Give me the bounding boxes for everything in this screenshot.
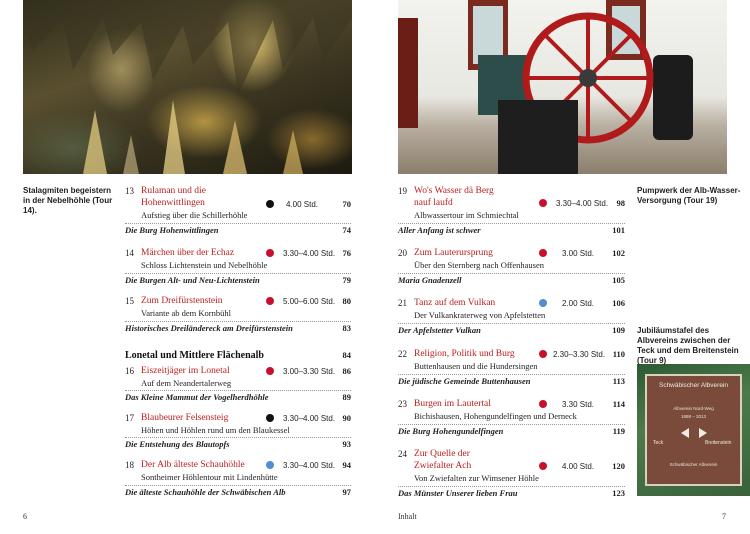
sign-photo-caption: Jubiläumstafel des Albvereins zwischen der Teck und dem Breitenstein (Tour 9): [637, 326, 739, 365]
topic-page: 97: [342, 487, 351, 497]
tour-title: Hohenwittlingen: [141, 198, 205, 208]
tour-duration: 3.00 Std.: [562, 249, 595, 258]
tour-page: 98: [616, 198, 625, 208]
tour-duration: 3.30 Std.: [562, 400, 595, 409]
tour-number: 16: [125, 366, 134, 376]
sign-line3: Schwäbischer Albverein: [669, 462, 718, 467]
tour-number: 22: [398, 349, 407, 359]
topic-title: Aller Anfang ist schwer: [398, 225, 481, 235]
tour-page: 86: [342, 366, 351, 376]
pump-machinery-graphic: [398, 0, 727, 174]
dotted-rule: [125, 437, 351, 438]
tour-number: 14: [125, 248, 134, 258]
tour-title: Tanz auf dem Vulkan: [414, 298, 496, 308]
albverein-sign-photo: [637, 364, 750, 496]
topic-title: Die älteste Schauhöhle der Schwäbischen Alb: [125, 487, 286, 497]
topic-page: 101: [612, 225, 625, 235]
tour-title: Zum Dreifürstenstein: [141, 296, 223, 306]
tour-subtitle: Sontheimer Höhlentour mit Lindenhütte: [141, 472, 278, 482]
tour-duration: 3.00–3.30 Std.: [283, 367, 336, 376]
dotted-rule: [398, 273, 625, 274]
tour-subtitle: Bichishausen, Hohengundelfingen und Derneck: [414, 411, 577, 421]
sign-arrow-left-icon: [681, 428, 689, 438]
dotted-rule: [398, 223, 625, 224]
tour-number: 20: [398, 248, 407, 258]
topic-page: 74: [342, 225, 351, 235]
tour-duration: 3.30–4.00 Std.: [283, 461, 336, 470]
tour-page: 70: [342, 199, 351, 209]
tour-title: Burgen im Lautertal: [414, 399, 491, 409]
topic-page: 105: [612, 275, 625, 285]
tour-duration: 3.30–4.00 Std.: [283, 249, 336, 258]
page-number-right: 7: [722, 512, 726, 521]
tour-title: Blaubeurer Felsensteig: [141, 413, 229, 423]
page-number-left: 6: [23, 512, 27, 521]
difficulty-dot-black: [266, 200, 274, 208]
tour-number: 15: [125, 296, 134, 306]
tour-title: nauf laufd: [414, 198, 453, 208]
tour-page: 94: [342, 460, 351, 470]
topic-title: Die Burgen Alt- und Neu-Lichtenstein: [125, 275, 260, 285]
tour-page: 76: [342, 248, 351, 258]
topic-page: 123: [612, 488, 625, 498]
tour-title: Eiszeitjäger im Lonetal: [141, 366, 230, 376]
sign-left-destination: Teck: [653, 440, 664, 446]
topic-page: 79: [342, 275, 351, 285]
dotted-rule: [398, 486, 625, 487]
tour-page: 114: [612, 399, 625, 409]
tour-title: Märchen über der Echaz: [141, 248, 235, 258]
dotted-rule: [125, 485, 351, 486]
tour-subtitle: Über den Sternberg nach Offenhausen: [414, 260, 544, 270]
running-head: Inhalt: [398, 512, 417, 521]
tour-page: 110: [612, 349, 625, 359]
dotted-rule: [125, 223, 351, 224]
sign-line1: Albverein Nord-Weg: [673, 406, 714, 411]
topic-title: Der Apfelstetter Vulkan: [398, 325, 481, 335]
tour-duration: 4.00 Std.: [286, 200, 319, 209]
topic-title: Maria Gnadenzell: [398, 275, 462, 285]
difficulty-dot-red: [539, 350, 547, 358]
topic-title: Die Burg Hohengundelfingen: [398, 426, 504, 436]
tour-number: 18: [125, 460, 134, 470]
sign-line2: 1888 – 2013: [680, 414, 707, 419]
pump-station-photo: [398, 0, 727, 174]
topic-page: 109: [612, 325, 625, 335]
tour-number: 19: [398, 186, 407, 196]
tour-page: 102: [612, 248, 625, 258]
topic-page: 83: [342, 323, 351, 333]
dotted-rule: [125, 321, 351, 322]
region-heading: Lonetal und Mittlere Flächenalb: [125, 350, 264, 361]
dotted-rule: [125, 390, 351, 391]
tour-subtitle: Aufstieg über die Schillerhöhle: [141, 210, 248, 220]
tour-number: 21: [398, 298, 407, 308]
tour-number: 17: [125, 413, 134, 423]
topic-page: 93: [342, 439, 351, 449]
difficulty-dot-blue: [266, 461, 274, 469]
difficulty-dot-black: [266, 414, 274, 422]
tour-subtitle: Der Vulkankraterweg von Apfelstetten: [414, 310, 546, 320]
tour-title: Der Alb älteste Schauhöhle: [141, 460, 245, 470]
tour-duration: 2.30–3.30 Std.: [553, 350, 606, 359]
tour-subtitle: Schloss Lichtenstein und Nebelhöhle: [141, 260, 268, 270]
topic-page: 89: [342, 392, 351, 402]
tour-duration: 3.30–4.00 Std.: [283, 414, 336, 423]
sign-arrow-right-icon: [699, 428, 707, 438]
pump-photo-caption: Pumpwerk der Alb-Wasser-Versorgung (Tour 19): [637, 186, 741, 205]
difficulty-dot-red: [266, 297, 274, 305]
topic-title: Die jüdische Gemeinde Buttenhausen: [398, 376, 531, 386]
difficulty-dot-red: [539, 400, 547, 408]
cave-stalactites-graphic: [23, 0, 352, 174]
dotted-rule: [398, 424, 625, 425]
topic-page: 119: [612, 426, 625, 436]
tour-title: Wo's Wasser dä Berg: [414, 186, 494, 196]
stalagmite-cave-photo: [23, 0, 352, 174]
tour-duration: 3.30–4.00 Std.: [556, 199, 609, 208]
tour-subtitle: Variante ab dem Kornbühl: [141, 308, 231, 318]
tour-title: Rulaman und die: [141, 186, 206, 196]
tour-number: 24: [398, 449, 407, 459]
tour-number: 13: [125, 186, 134, 196]
cave-photo-caption: Stalagmiten begeistern in der Nebelhöhle (Tour 14).: [23, 186, 113, 215]
tour-title: Zum Lauterursprung: [414, 248, 493, 258]
tour-subtitle: Buttenhausen und die Hundersingen: [414, 361, 538, 371]
difficulty-dot-red: [266, 249, 274, 257]
tour-duration: 4.00 Std.: [562, 462, 595, 471]
tour-page: 106: [612, 298, 625, 308]
difficulty-dot-red: [266, 367, 274, 375]
topic-title: Das Münster Unserer lieben Frau: [398, 488, 518, 498]
sign-title: Schwäbischer Albverein: [658, 382, 728, 389]
difficulty-dot-blue: [539, 299, 547, 307]
dotted-rule: [125, 273, 351, 274]
sign-plate: [645, 374, 742, 486]
tour-page: 90: [342, 413, 351, 423]
tour-subtitle: Höhen und Höhlen rund um den Blaukessel: [141, 425, 290, 435]
difficulty-dot-red: [539, 462, 547, 470]
tour-title: Zur Quelle der: [414, 449, 470, 459]
tour-duration: 5.00–6.00 Std.: [283, 297, 336, 306]
tour-page: 120: [612, 461, 625, 471]
tour-duration: 2.00 Std.: [562, 299, 595, 308]
dotted-rule: [398, 374, 625, 375]
topic-title: Das Kleine Mammut der Vogelherdhöhle: [125, 392, 269, 402]
dotted-rule: [398, 323, 625, 324]
tour-page: 80: [342, 296, 351, 306]
topic-title: Die Burg Hohenwittlingen: [125, 225, 219, 235]
tour-title: Zwiefalter Ach: [414, 461, 472, 471]
sign-right-destination: Breitenstein: [705, 440, 732, 446]
tour-subtitle: Von Zwiefalten zur Wimsener Höhle: [414, 473, 539, 483]
topic-title: Historisches Dreiländereck am Dreifürstenstein: [125, 323, 293, 333]
topic-page: 113: [612, 376, 625, 386]
topic-title: Die Entstehung des Blautopfs: [125, 439, 230, 449]
tour-title: Religion, Politik und Burg: [414, 349, 515, 359]
difficulty-dot-red: [539, 249, 547, 257]
tour-subtitle: Albwassertour im Schmiechtal: [414, 210, 519, 220]
region-page: 84: [342, 350, 351, 360]
tour-subtitle: Auf dem Neandertalerweg: [141, 378, 232, 388]
tour-number: 23: [398, 399, 407, 409]
difficulty-dot-red: [539, 199, 547, 207]
